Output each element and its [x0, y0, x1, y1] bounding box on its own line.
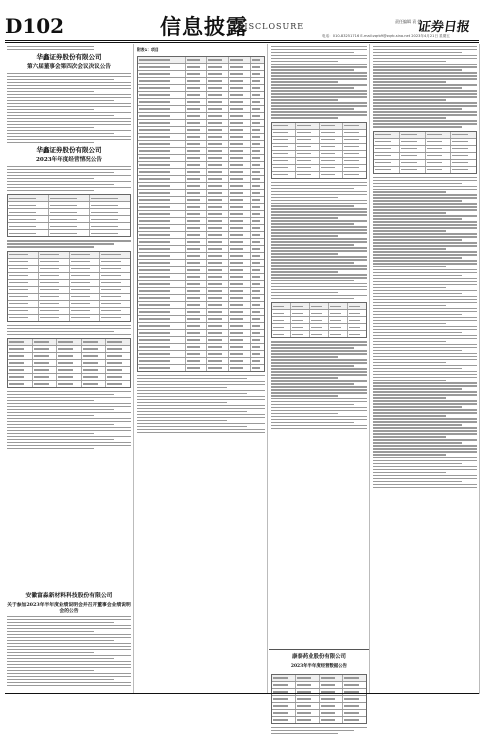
data-table	[271, 674, 367, 724]
editor-line: 责任编辑 袁 媛	[395, 19, 422, 24]
section-title-english: DISCLOSURE	[237, 22, 305, 31]
text-block	[271, 727, 367, 734]
text-block	[7, 46, 131, 50]
announcement-subtitle: 2023年半年度经营数据公告	[290, 664, 348, 669]
text-block	[7, 240, 131, 247]
data-table	[373, 131, 477, 174]
masthead-rule	[5, 40, 479, 41]
newspaper-logo: 证券日报	[416, 20, 471, 35]
announcement-title: 华鑫证券股份有限公司	[36, 146, 102, 154]
data-table	[271, 302, 367, 338]
text-block	[271, 182, 367, 300]
bottom-announcement-left	[5, 589, 133, 688]
text-block	[7, 391, 131, 449]
column-3	[269, 44, 370, 694]
contact-line: 电话：010-83251716 E-mail:zqrb9@zqrb.sina.net 2023年4月21日 星期五	[322, 34, 450, 38]
text-block	[7, 73, 131, 143]
text-block	[137, 375, 265, 433]
masthead-rule-thin	[5, 42, 479, 43]
data-table	[271, 122, 367, 179]
column-2	[135, 44, 268, 694]
footer-rule	[5, 693, 479, 694]
data-table	[7, 338, 131, 388]
masthead	[0, 0, 484, 42]
data-table	[7, 251, 131, 322]
text-block	[7, 166, 131, 191]
text-block	[7, 325, 131, 335]
project-table	[137, 56, 265, 372]
announcement-title: 华鑫证券股份有限公司	[36, 52, 102, 61]
announcement-subtitle: 第六届董事会第四次会议决议公告	[27, 63, 111, 70]
columns-area	[5, 44, 479, 694]
announcement-subtitle: 关于参加2023年半年度业绩说明会并召开董事会业绩说明会的公告	[7, 602, 131, 614]
table-heading: 附表1：项目	[137, 47, 159, 52]
section-title: 信息披露	[160, 14, 248, 39]
data-table	[7, 194, 131, 237]
text-block	[271, 341, 367, 429]
text-block	[373, 177, 477, 489]
text-block	[7, 616, 131, 686]
announcement-title: 安徽富淼新材料科技股份有限公司	[25, 593, 113, 599]
text-block	[271, 46, 367, 119]
column-4	[371, 44, 480, 694]
page-number: D102	[5, 14, 65, 38]
announcement-subtitle: 2023年年度经营情况公告	[36, 157, 102, 163]
announcement-title: 康泰药业股份有限公司	[292, 654, 346, 660]
text-block	[373, 46, 477, 128]
